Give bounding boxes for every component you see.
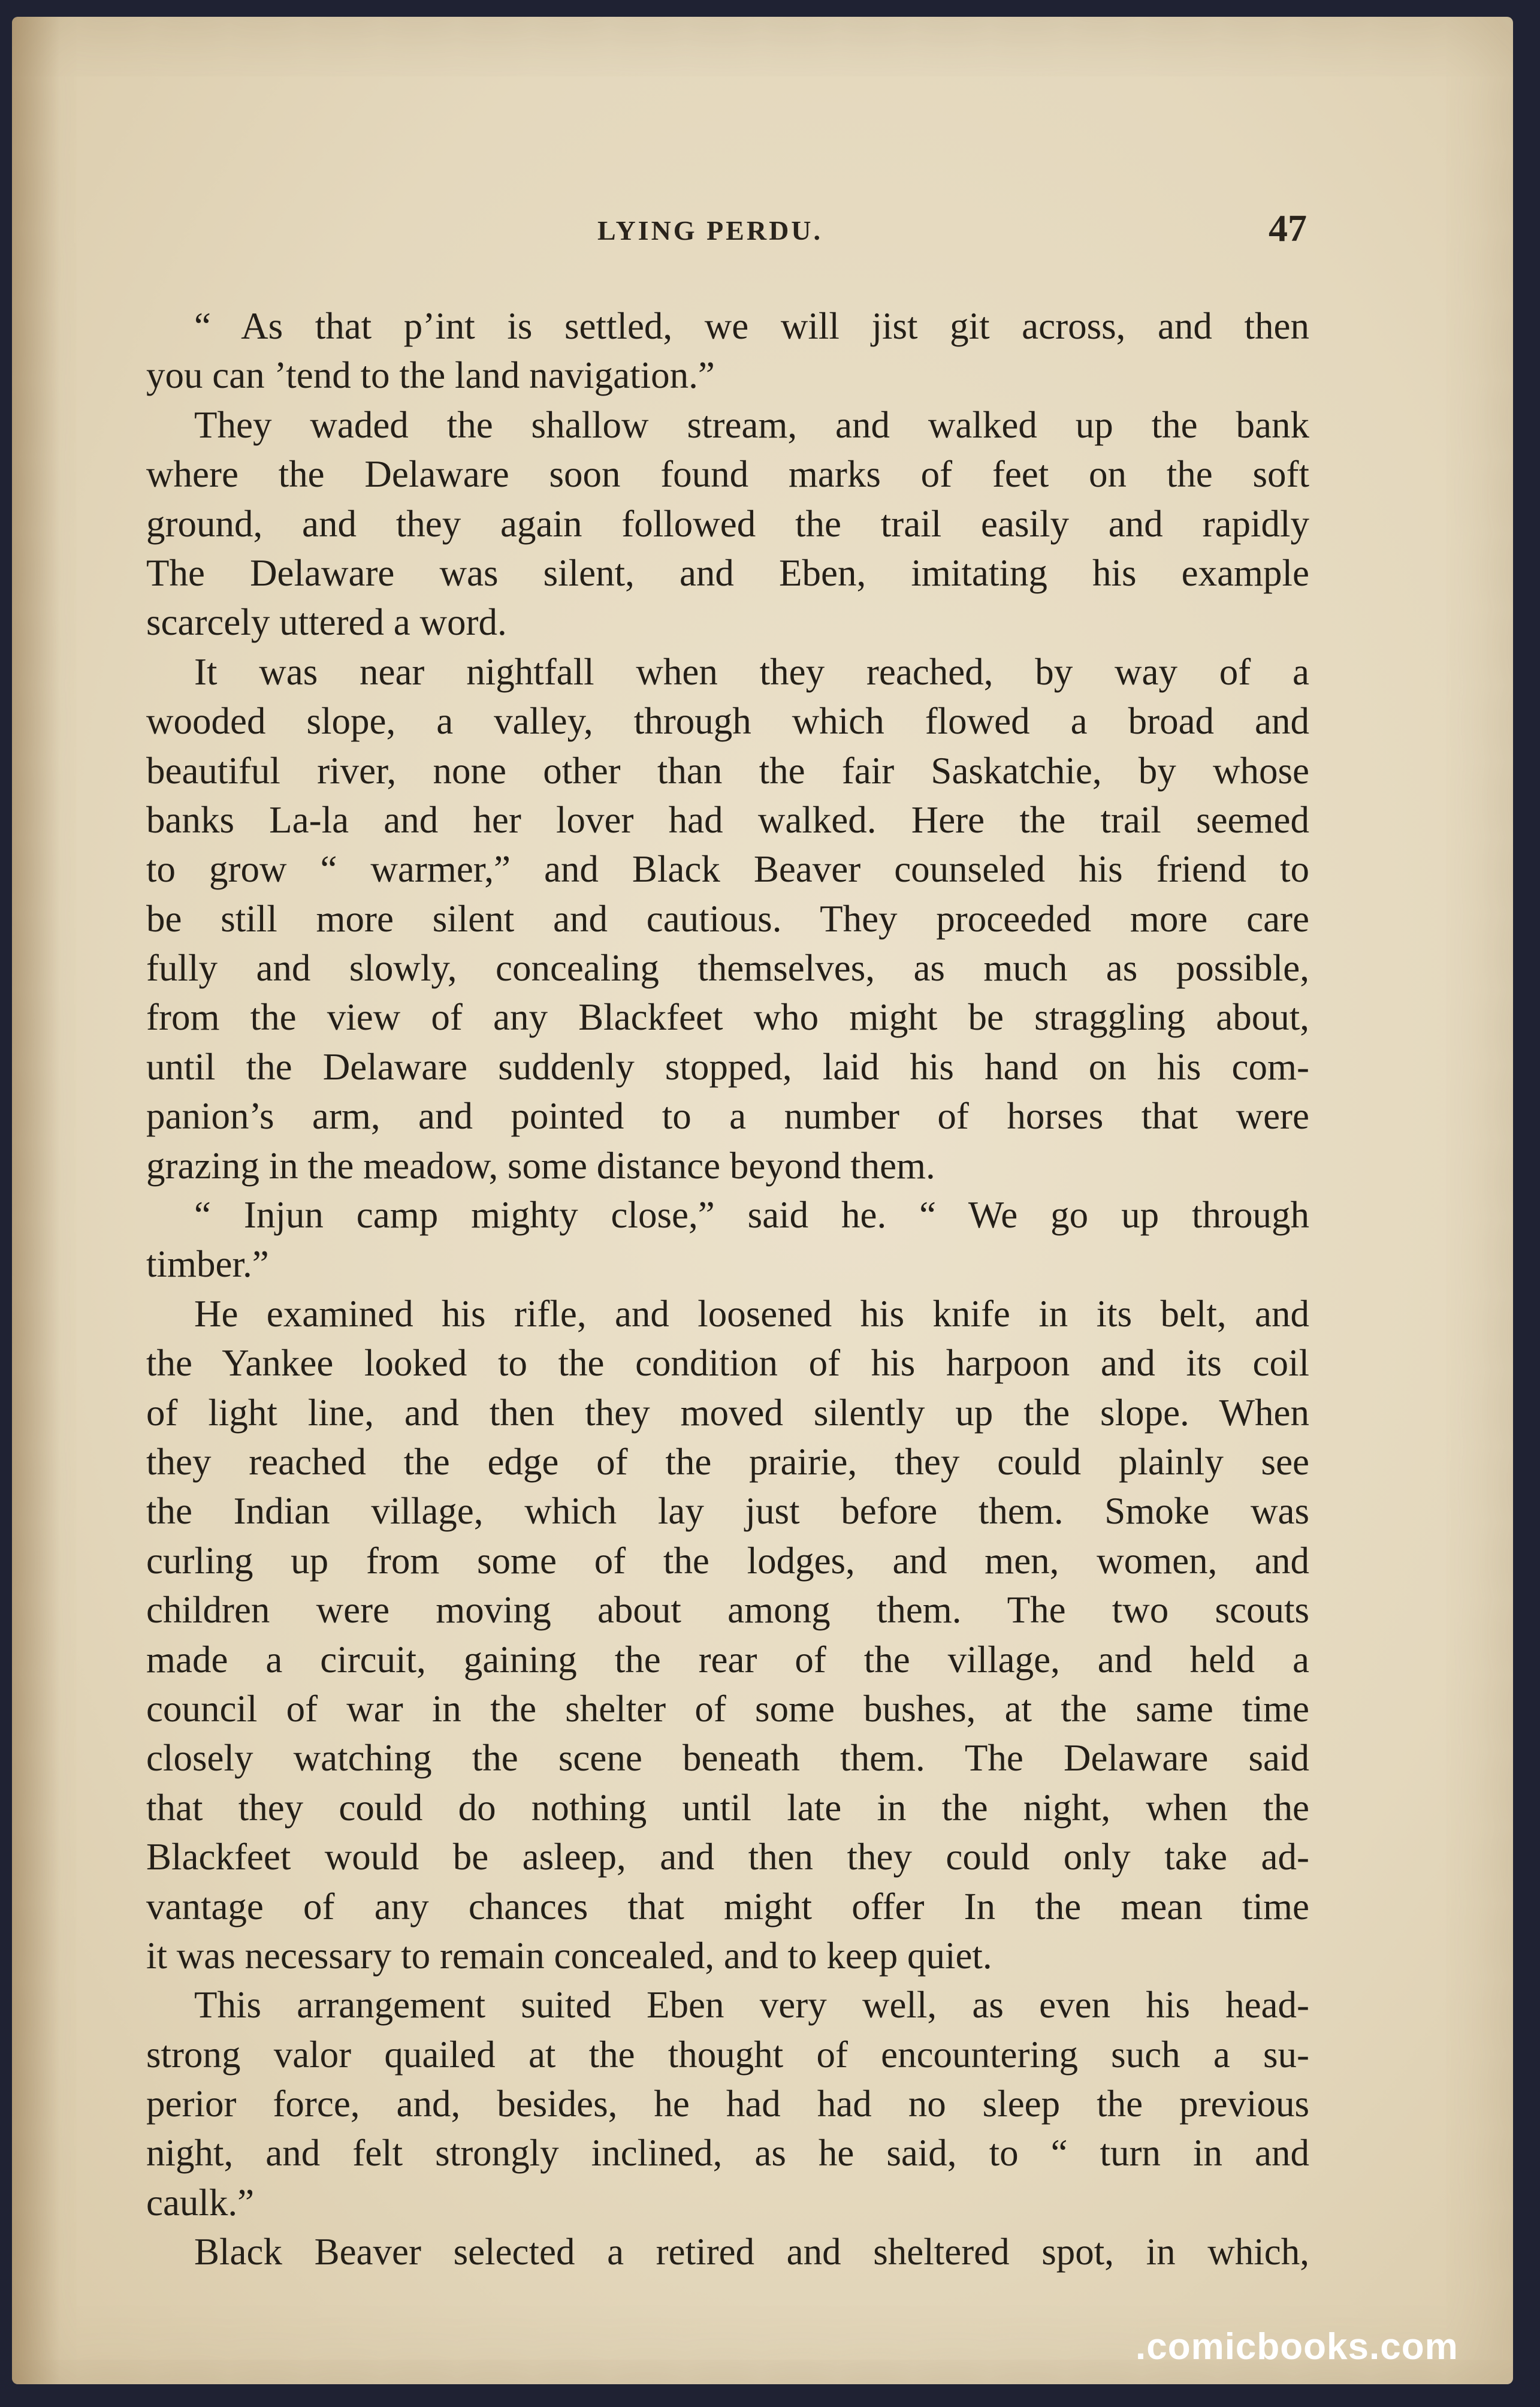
text-line: “ As that p’int is settled, we will jist git across, and then bbox=[194, 305, 1309, 347]
running-head: LYING PERDU. bbox=[597, 215, 823, 246]
text-line: the Yankee looked to the condition of his harpoon and its coil bbox=[146, 1342, 1309, 1385]
text-line: it was necessary to remain concealed, and to keep quiet. bbox=[146, 1934, 992, 1977]
text-line: He examined his rifle, and loosened his knife in its belt, and bbox=[194, 1292, 1309, 1335]
text-line: where the Delaware soon found marks of feet on the soft bbox=[146, 453, 1309, 496]
text-line: It was near nightfall when they reached, by way of a bbox=[194, 650, 1309, 693]
text-line: vantage of any chances that might offer In the mean time bbox=[146, 1885, 1309, 1928]
text-line: council of war in the shelter of some bushes, at the same time bbox=[146, 1687, 1309, 1730]
text-line: perior force, and, besides, he had had no sleep the previous bbox=[146, 2083, 1309, 2125]
text-line: Black Beaver selected a retired and sheltered spot, in which, bbox=[194, 2231, 1309, 2273]
page-number: 47 bbox=[1269, 207, 1307, 249]
text-line: children were moving about among them. The two scouts bbox=[146, 1589, 1309, 1631]
text-line: panion’s arm, and pointed to a number of horses that were bbox=[146, 1095, 1309, 1138]
text-line: from the view of any Blackfeet who might be straggling about, bbox=[146, 996, 1309, 1039]
text-line: ground, and they again followed the trail easily and rapidly bbox=[146, 502, 1309, 545]
text-line: the Indian village, which lay just before them. Smoke was bbox=[146, 1490, 1309, 1533]
text-line: night, and felt strongly inclined, as he said, to “ turn in and bbox=[146, 2132, 1309, 2174]
text-line: closely watching the scene beneath them. The Delaware said bbox=[146, 1737, 1309, 1779]
text-line: The Delaware was silent, and Eben, imitating his example bbox=[146, 551, 1309, 594]
text-line: “ Injun camp mighty close,” said he. “ We go up through bbox=[194, 1194, 1309, 1236]
text-line: that they could do nothing until late in the night, when the bbox=[146, 1786, 1309, 1829]
text-line: made a circuit, gaining the rear of the village, and held a bbox=[146, 1638, 1309, 1681]
text-line: they reached the edge of the prairie, they could plainly see bbox=[146, 1440, 1309, 1483]
page-spine-shadow bbox=[12, 17, 60, 2384]
source-watermark: .comicbooks.com bbox=[1136, 2326, 1459, 2367]
text-line: strong valor quailed at the thought of encountering such a su- bbox=[146, 2033, 1309, 2076]
text-line: to grow “ warmer,” and Black Beaver counseled his friend to bbox=[146, 848, 1309, 891]
text-line: This arrangement suited Eben very well, as even his head- bbox=[194, 1984, 1309, 2026]
text-line: be still more silent and cautious. They proceeded more care bbox=[146, 897, 1309, 940]
text-line: scarcely uttered a word. bbox=[146, 601, 507, 644]
body-text bbox=[146, 301, 1309, 2277]
text-line: until the Delaware suddenly stopped, laid his hand on his com- bbox=[146, 1045, 1309, 1088]
text-line: They waded the shallow stream, and walked up the bank bbox=[194, 403, 1309, 446]
text-line: of light line, and then they moved silently up the slope. When bbox=[146, 1391, 1309, 1434]
text-line: grazing in the meadow, some distance beyond them. bbox=[146, 1144, 935, 1187]
text-line: beautiful river, none other than the fair Saskatchie, by whose bbox=[146, 749, 1309, 792]
text-line: banks La-la and her lover had walked. Here the trail seemed bbox=[146, 798, 1309, 841]
text-line: Blackfeet would be asleep, and then they could only take ad- bbox=[146, 1836, 1309, 1878]
text-line: wooded slope, a valley, through which flowed a broad and bbox=[146, 700, 1309, 743]
text-line: you can ’tend to the land navigation.” bbox=[146, 354, 715, 397]
text-line: timber.” bbox=[146, 1243, 269, 1286]
text-line: fully and slowly, concealing themselves, as much as possible, bbox=[146, 947, 1309, 990]
text-line: curling up from some of the lodges, and men, women, and bbox=[146, 1539, 1309, 1582]
book-page bbox=[12, 17, 1513, 2384]
text-line: caulk.” bbox=[146, 2181, 255, 2224]
